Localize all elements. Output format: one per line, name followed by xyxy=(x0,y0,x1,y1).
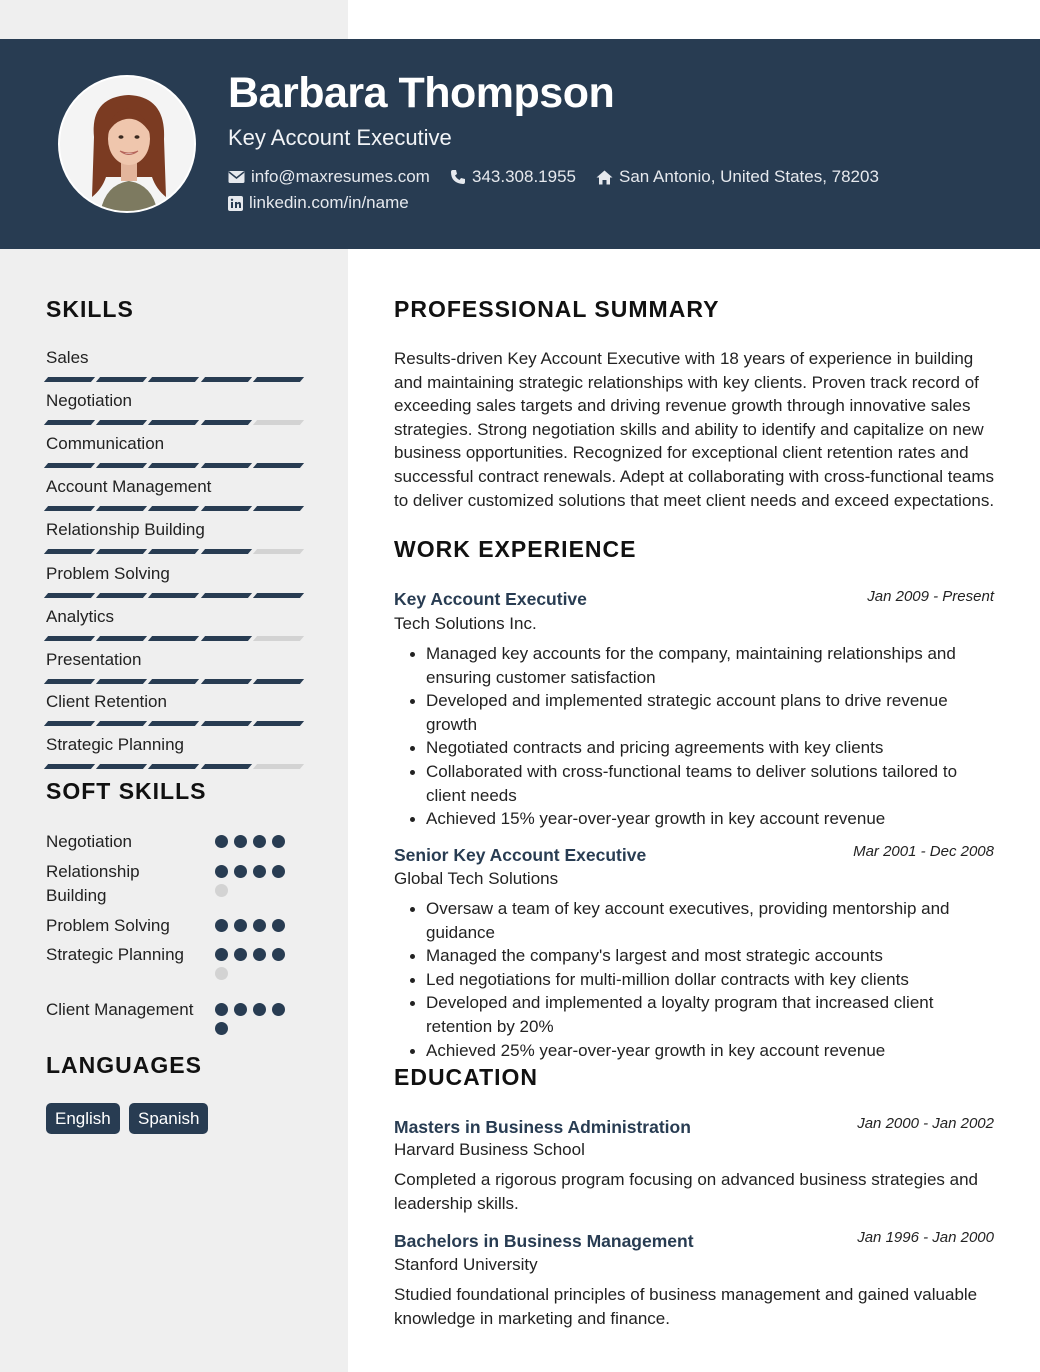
contact-linkedin[interactable] xyxy=(228,193,409,213)
skill-level-segment xyxy=(96,549,147,554)
soft-skill-dot xyxy=(215,948,228,961)
skill-label: Client Retention xyxy=(46,692,167,711)
skill-level-bar xyxy=(46,506,302,511)
summary-heading: PROFESSIONAL SUMMARY xyxy=(394,296,720,322)
skill-level-segment xyxy=(96,377,147,382)
degree-description: Completed a rigorous program focusing on advanced business strategies and leadership skills. xyxy=(394,1170,979,1213)
skill-level-bar xyxy=(46,679,302,684)
skill-level-segment xyxy=(148,636,199,641)
skill-level-segment xyxy=(96,764,147,769)
soft-skill-dot xyxy=(215,919,228,932)
skill-level-bar xyxy=(46,593,302,598)
skill-level-segment xyxy=(201,463,252,468)
linkedin-text: linkedin.com/in/name xyxy=(249,193,409,212)
skill-level-segment xyxy=(96,679,147,684)
soft-skill-dot xyxy=(234,948,247,961)
skill-level-segment xyxy=(44,377,95,382)
skill-level-segment xyxy=(96,593,147,598)
skill-level-segment xyxy=(253,420,304,425)
skill-level-segment xyxy=(201,721,252,726)
skill-item xyxy=(46,607,302,641)
skill-level-segment xyxy=(253,549,304,554)
skill-level-bar xyxy=(46,377,302,382)
soft-skill-label: Strategic Planning xyxy=(46,945,184,964)
school-name: Harvard Business School xyxy=(394,1140,585,1159)
skill-level-bar xyxy=(46,636,302,641)
soft-skill-label: Relationship Building xyxy=(46,862,140,905)
soft-skill-dot xyxy=(253,1003,266,1016)
soft-skill-dot xyxy=(215,835,228,848)
skill-level-segment xyxy=(253,721,304,726)
skill-level-segment xyxy=(44,420,95,425)
job-dates: Mar 2001 - Dec 2008 xyxy=(853,843,994,860)
list-item: Managed the company's largest and most strategic accounts xyxy=(410,944,1000,968)
skill-item xyxy=(46,348,302,382)
contact-email[interactable] xyxy=(228,167,430,187)
skill-level-segment xyxy=(201,377,252,382)
skill-item xyxy=(46,735,302,769)
list-item: Led negotiations for multi-million dollar contracts with key clients xyxy=(410,968,1000,992)
skill-label: Presentation xyxy=(46,650,142,669)
skill-level-segment xyxy=(96,463,147,468)
soft-skill-dot xyxy=(272,865,285,878)
job-title: Senior Key Account Executive xyxy=(394,845,647,865)
skill-level-segment xyxy=(96,420,147,425)
skill-level-segment xyxy=(201,679,252,684)
skill-level-segment xyxy=(148,377,199,382)
linkedin-icon xyxy=(228,196,243,211)
degree-dates: Jan 2000 - Jan 2002 xyxy=(857,1115,994,1132)
list-item: Achieved 15% year-over-year growth in key account revenue xyxy=(410,807,1000,831)
list-item: Negotiated contracts and pricing agreements with key clients xyxy=(410,736,1000,760)
soft-skill-dot xyxy=(253,919,266,932)
soft-skill-dot xyxy=(234,1003,247,1016)
soft-skill-dot xyxy=(215,1022,228,1035)
phone-text: 343.308.1955 xyxy=(472,167,576,186)
soft-skill-dot xyxy=(234,835,247,848)
soft-skill-dot xyxy=(272,919,285,932)
home-icon xyxy=(596,170,613,185)
skill-level-segment xyxy=(96,636,147,641)
soft-skill-dot xyxy=(253,835,266,848)
skill-level-bar xyxy=(46,463,302,468)
contact-phone[interactable] xyxy=(450,167,576,187)
resume-header xyxy=(0,39,1040,249)
job-company: Tech Solutions Inc. xyxy=(394,614,537,633)
soft-skill-label: Negotiation xyxy=(46,832,133,851)
skill-level-segment xyxy=(148,420,199,425)
skill-level-segment xyxy=(148,593,199,598)
skill-level-segment xyxy=(148,679,199,684)
skill-level-segment xyxy=(201,549,252,554)
job-dates: Jan 2009 - Present xyxy=(867,588,994,605)
skill-label: Analytics xyxy=(46,607,115,626)
school-name: Stanford University xyxy=(394,1255,538,1274)
list-item: Collaborated with cross-functional teams to deliver solutions tailored to client needs xyxy=(410,760,1000,807)
candidate-title: Key Account Executive xyxy=(228,125,452,150)
soft-skill-dots xyxy=(215,835,291,848)
soft-skills-heading: SOFT SKILLS xyxy=(46,778,207,804)
summary-text: Results-driven Key Account Executive with 18 years of experience in building and maintaining strategic relationships with key clients. Proven track record of exceeding sales targets and driving revenue growth through innovative sales strategies. Strong negotiation skills and ability to identify and capitalize on new business opportunities. Recognized for exceptional client retention rates and successful contract renewals. Adept at collaborating with cross-functional teams to deliver customized solutions that meet client needs and exceed expectations. xyxy=(394,349,995,510)
skill-level-segment xyxy=(253,636,304,641)
soft-skill-dot xyxy=(253,948,266,961)
skill-item xyxy=(46,434,302,468)
skill-level-segment xyxy=(148,549,199,554)
skill-item xyxy=(46,692,302,726)
location-text: San Antonio, United States, 78203 xyxy=(619,167,879,186)
skill-level-segment xyxy=(253,593,304,598)
skill-label: Account Management xyxy=(46,477,212,496)
skill-label: Problem Solving xyxy=(46,564,170,583)
soft-skill-dot xyxy=(234,919,247,932)
skill-item xyxy=(46,477,302,511)
skills-heading: SKILLS xyxy=(46,296,134,322)
skill-level-bar xyxy=(46,764,302,769)
list-item: Developed and implemented strategic account plans to drive revenue growth xyxy=(410,689,1000,736)
skill-level-bar xyxy=(46,549,302,554)
skill-level-segment xyxy=(96,506,147,511)
contact-location xyxy=(596,167,879,187)
skill-level-segment xyxy=(44,463,95,468)
skill-label: Communication xyxy=(46,434,165,453)
phone-icon xyxy=(450,169,466,185)
job-title: Key Account Executive xyxy=(394,589,587,609)
soft-skill-dot xyxy=(215,865,228,878)
skill-level-segment xyxy=(201,420,252,425)
soft-skill-dots xyxy=(215,948,291,980)
language-badge-spanish: Spanish xyxy=(129,1103,208,1134)
skill-level-segment xyxy=(253,764,304,769)
soft-skill-dot xyxy=(215,884,228,897)
skill-level-segment xyxy=(148,463,199,468)
soft-skill-dots xyxy=(215,865,291,897)
skill-level-segment xyxy=(253,463,304,468)
skill-level-segment xyxy=(253,679,304,684)
email-text: info@maxresumes.com xyxy=(251,167,430,186)
soft-skill-label: Problem Solving xyxy=(46,916,170,935)
list-item: Oversaw a team of key account executives, providing mentorship and guidance xyxy=(410,897,1000,944)
soft-skill-dot xyxy=(272,1003,285,1016)
experience-heading: WORK EXPERIENCE xyxy=(394,536,637,562)
job-company: Global Tech Solutions xyxy=(394,869,559,888)
job-bullets xyxy=(410,897,1000,1062)
profile-photo xyxy=(58,75,196,213)
skill-level-segment xyxy=(44,679,95,684)
skill-level-segment xyxy=(44,549,95,554)
skill-level-segment xyxy=(44,764,95,769)
skill-level-segment xyxy=(148,721,199,726)
skill-label: Sales xyxy=(46,348,89,367)
degree-dates: Jan 1996 - Jan 2000 xyxy=(857,1229,994,1246)
soft-skill-dot xyxy=(272,948,285,961)
soft-skill-dots xyxy=(215,1003,291,1035)
skill-level-segment xyxy=(201,764,252,769)
skill-level-bar xyxy=(46,721,302,726)
skill-label: Strategic Planning xyxy=(46,735,184,754)
soft-skill-dot xyxy=(215,1003,228,1016)
skill-level-segment xyxy=(148,764,199,769)
degree-title: Masters in Business Administration xyxy=(394,1117,691,1137)
skill-item xyxy=(46,391,302,425)
education-heading: EDUCATION xyxy=(394,1064,539,1090)
languages-heading: LANGUAGES xyxy=(46,1052,202,1078)
skill-label: Relationship Building xyxy=(46,520,205,539)
language-badge-english: English xyxy=(46,1103,120,1134)
skill-item xyxy=(46,520,302,554)
skill-level-segment xyxy=(44,506,95,511)
soft-skill-dot xyxy=(215,967,228,980)
job-bullets xyxy=(410,642,1000,831)
envelope-icon xyxy=(228,170,245,184)
skill-level-segment xyxy=(201,593,252,598)
soft-skill-dot xyxy=(253,865,266,878)
skill-level-segment xyxy=(201,636,252,641)
skill-level-segment xyxy=(44,721,95,726)
skill-label: Negotiation xyxy=(46,391,133,410)
skill-level-segment xyxy=(201,506,252,511)
skill-item xyxy=(46,564,302,598)
candidate-name: Barbara Thompson xyxy=(228,69,615,117)
skill-item xyxy=(46,650,302,684)
skill-level-segment xyxy=(96,721,147,726)
skill-level-segment xyxy=(44,593,95,598)
skill-level-bar xyxy=(46,420,302,425)
soft-skill-label: Client Management xyxy=(46,1000,194,1019)
soft-skill-dot xyxy=(234,865,247,878)
list-item: Achieved 25% year-over-year growth in key account revenue xyxy=(410,1039,1000,1063)
skill-level-segment xyxy=(44,636,95,641)
degree-title: Bachelors in Business Management xyxy=(394,1231,694,1251)
degree-description: Studied foundational principles of business management and gained valuable knowledge in marketing and finance. xyxy=(394,1285,978,1328)
skill-level-segment xyxy=(253,506,304,511)
soft-skill-dots xyxy=(215,919,291,932)
soft-skill-dot xyxy=(272,835,285,848)
list-item: Developed and implemented a loyalty program that increased client retention by 20% xyxy=(410,991,1000,1038)
list-item: Managed key accounts for the company, maintaining relationships and ensuring customer satisfaction xyxy=(410,642,1000,689)
skill-level-segment xyxy=(148,506,199,511)
skill-level-segment xyxy=(253,377,304,382)
